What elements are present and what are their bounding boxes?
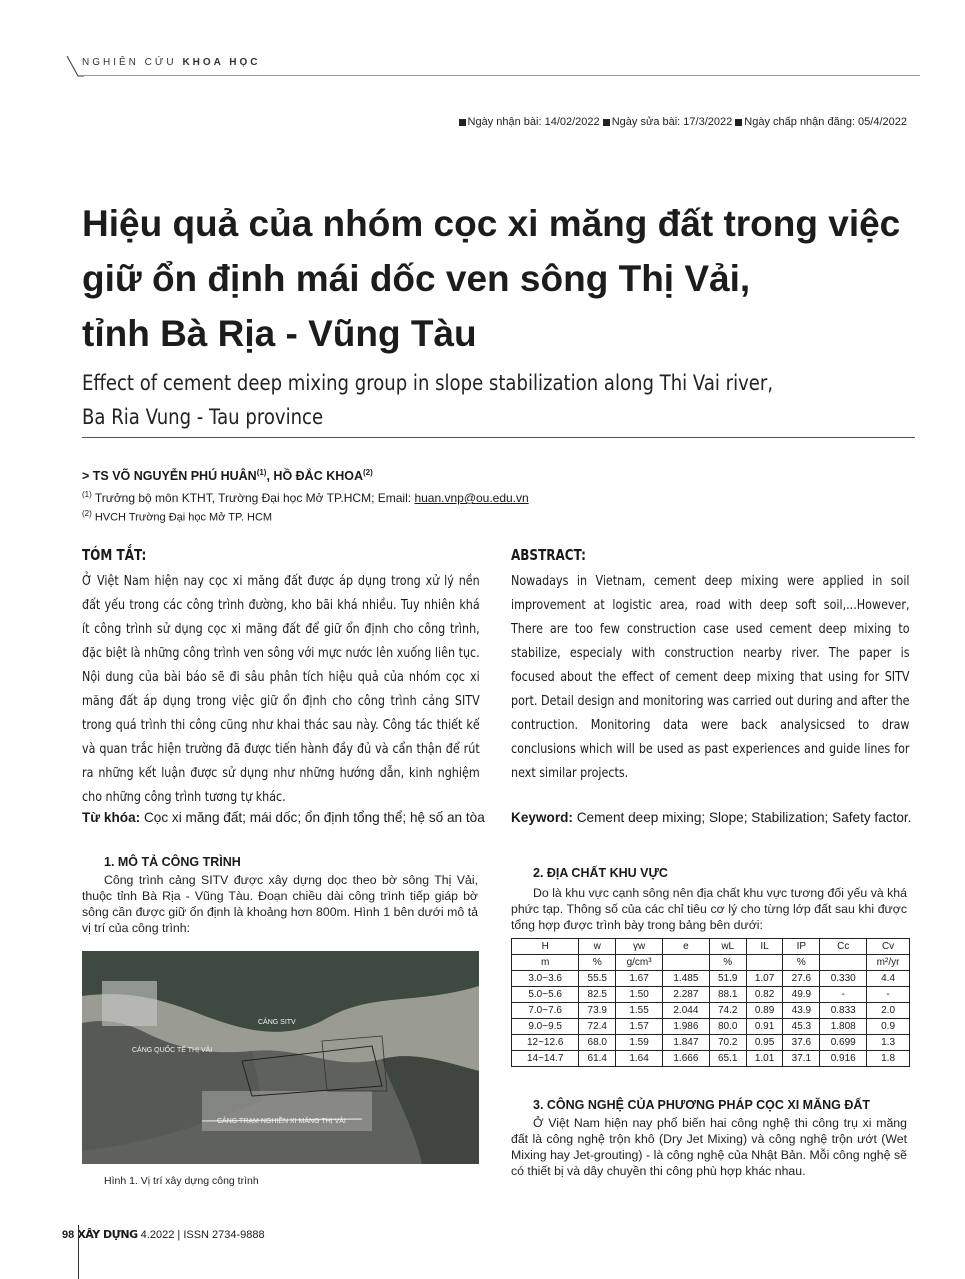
table-cell: 73.9 (579, 1003, 616, 1019)
affiliation-2 (82, 509, 272, 524)
abstract-vi-heading: TÓM TẮT: (82, 546, 147, 564)
table-cell: 2.287 (662, 987, 709, 1003)
table-row (512, 1019, 910, 1035)
map-label: CẢNG SITV (258, 1019, 296, 1026)
table-cell: 0.9 (867, 1019, 910, 1035)
table-cell: 1.55 (616, 1003, 663, 1019)
submission-dates (459, 116, 907, 128)
keywords-en-text: Cement deep mixing; Slope; Stabilization; Safety factor. (572, 810, 912, 825)
table-cell: % (579, 955, 616, 971)
keywords-vi-text: Cọc xi măng đất; mái dốc; ổn định tổng thể; hệ số an tòa (140, 810, 485, 825)
section-3-text: Ở Việt Nam hiện nay phổ biến hai công nghệ thi công trụ xi măng đất là công nghệ trộn khô (Dry Jet Mixing) và công nghệ trộn ướt (Wet Mixing hay Jet-grouting) - là công nghệ của Nhật Bản. Mỗi công nghệ sẽ có thiết bị và dây chuyền thi công phù hợp khác nhau. (511, 1116, 907, 1178)
table-cell: wL (709, 939, 746, 955)
table-cell: 68.0 (579, 1035, 616, 1051)
table-row (512, 1003, 910, 1019)
table-cell: 1.57 (616, 1019, 663, 1035)
table-cell: % (783, 955, 820, 971)
satellite-map-figure (82, 951, 479, 1164)
map-label: CẢNG TRẠM NGHIỀN XI MĂNG THỊ VẢI (217, 1118, 346, 1125)
date-received: Ngày nhận bài: 14/02/2022 (467, 116, 600, 128)
table-cell: g/cm³ (616, 955, 663, 971)
keywords-vi-label: Từ khóa: (82, 810, 141, 825)
table-cell: Cv (867, 939, 910, 955)
section-3-heading: 3. CÔNG NGHỆ CỦA PHƯƠNG PHÁP CỌC XI MĂNG ĐẤT (533, 1098, 871, 1112)
journal-issue: 4.2022 (140, 1229, 175, 1241)
header-slash-mark (64, 52, 84, 78)
soil-properties-table (511, 938, 910, 1067)
table-cell: 1.666 (662, 1051, 709, 1067)
table-cell (820, 955, 867, 971)
title-vi-line: Hiệu quả của nhóm cọc xi măng đất trong việc (82, 203, 901, 244)
footer-separator: | (177, 1229, 181, 1241)
table-row (512, 971, 910, 987)
table-cell: 2.044 (662, 1003, 709, 1019)
affil-2-sup: (2) (82, 509, 92, 518)
table-cell: 88.1 (709, 987, 746, 1003)
table-cell: 72.4 (579, 1019, 616, 1035)
author-2-sup: (2) (363, 468, 373, 477)
title-vietnamese (82, 196, 932, 361)
keywords-en-label: Keyword: (511, 810, 573, 825)
table-cell: 51.9 (709, 971, 746, 987)
table-row (512, 1035, 910, 1051)
section-2-heading: 2. ĐỊA CHẤT KHU VỰC (533, 866, 668, 880)
author-2: , HỒ ĐẮC KHOA (266, 469, 363, 484)
table-cell: 1.8 (867, 1051, 910, 1067)
title-english (82, 366, 804, 434)
table-cell: 1.59 (616, 1035, 663, 1051)
author-1-sup: (1) (256, 468, 267, 477)
table-cell: IP (783, 939, 820, 955)
table-cell: 1.808 (820, 1019, 867, 1035)
table-cell: 37.6 (783, 1035, 820, 1051)
table-cell: 1.67 (616, 971, 663, 987)
page-number: 98 (62, 1229, 75, 1241)
table-cell: 0.95 (746, 1035, 783, 1051)
title-vi-line: tỉnh Bà Rịa - Vũng Tàu (82, 313, 477, 354)
table-cell: - (820, 987, 867, 1003)
table-cell: 70.2 (709, 1035, 746, 1051)
table-cell: 1.64 (616, 1051, 663, 1067)
title-en-line: Ba Ria Vung - Tau province (82, 405, 324, 429)
table-cell: 9.0~9.5 (512, 1019, 579, 1035)
table-row (512, 987, 910, 1003)
section-1-text: Công trình cảng SITV được xây dựng dọc theo bờ sông Thị Vải, thuộc tỉnh Bà Rịa - Vũng Tàu. Đoạn chiều dài công trình tiếp giáp bờ sông cần được giữ ổn định là khoảng hơn 800m. Hình 1 bên dưới mô tả vị trí của công trình: (82, 873, 478, 935)
table-cell: Cc (820, 939, 867, 955)
satellite-map-image (82, 951, 479, 1164)
date-revised: Ngày sửa bài: 17/3/2022 (611, 116, 733, 128)
table-cell: 1.986 (662, 1019, 709, 1035)
table-cell: 12~12.6 (512, 1035, 579, 1051)
table-cell: m (512, 955, 579, 971)
table-cell: m²/yr (867, 955, 910, 971)
author-line (82, 468, 373, 483)
table-cell: 1.01 (746, 1051, 783, 1067)
table-cell: 0.699 (820, 1035, 867, 1051)
table-cell: 14~14.7 (512, 1051, 579, 1067)
table-cell: - (867, 987, 910, 1003)
table-cell (662, 955, 709, 971)
table-cell: 7.0~7.6 (512, 1003, 579, 1019)
table-cell: 55.5 (579, 971, 616, 987)
table-cell: e (662, 939, 709, 955)
journal-issn: ISSN 2734-9888 (183, 1229, 265, 1241)
table-cell: H (512, 939, 579, 955)
table-cell: 2.0 (867, 1003, 910, 1019)
table-cell: 5.0~5.6 (512, 987, 579, 1003)
table-units-row (512, 955, 910, 971)
table-cell (746, 955, 783, 971)
section-2-text: Do là khu vực cạnh sông nên địa chất khu vực tương đối yếu và khá phức tạp. Thông số của các chỉ tiêu cơ lý cho từng lớp đất sau khi được tổng hợp được trình bày trong bảng bên dưới: (511, 886, 907, 932)
table-cell: γw (616, 939, 663, 955)
table-cell: 82.5 (579, 987, 616, 1003)
bullet-square-icon (603, 119, 610, 126)
table-cell: 0.91 (746, 1019, 783, 1035)
title-en-line: Effect of cement deep mixing group in slope stabilization along Thi Vai river, (82, 371, 774, 395)
table-cell: 43.9 (783, 1003, 820, 1019)
table-cell: 3.0~3.6 (512, 971, 579, 987)
table-cell: IL (746, 939, 783, 955)
table-cell: 49.9 (783, 987, 820, 1003)
affiliation-1 (82, 490, 529, 505)
section-tag (82, 57, 261, 68)
section-tag-bold: KHOA HỌC (182, 57, 261, 68)
table-cell: 74.2 (709, 1003, 746, 1019)
author-email-link[interactable]: huan.vnp@ou.edu.vn (414, 491, 529, 505)
table-cell: 1.50 (616, 987, 663, 1003)
bullet-square-icon (459, 119, 466, 126)
abstract-en-heading: ABSTRACT: (511, 546, 586, 564)
table-cell: w (579, 939, 616, 955)
map-label: CẢNG QUỐC TẾ THỊ VẢI (132, 1047, 213, 1054)
table-cell: 0.330 (820, 971, 867, 987)
table-cell: 45.3 (783, 1019, 820, 1035)
title-vi-line: giữ ổn định mái dốc ven sông Thị Vải, (82, 258, 751, 299)
journal-brand: XÂY DỰNG (77, 1228, 138, 1241)
table-cell: 0.916 (820, 1051, 867, 1067)
affil-1-text: Trưởng bộ môn KTHT, Trường Đại học Mở TP.HCM; Email: (91, 491, 415, 505)
abstract-vi-text: Ở Việt Nam hiện nay cọc xi măng đất được áp dụng trong xử lý nền đất yếu trong các công trình đường, kho bãi khá nhiều. Tuy nhiên khá ít công trình sử dụng cọc xi măng đất để giữ ổn định cho công trình, đặc biệt là những công trình ven sông với mực nước lên xuống liên tục. Nội dung của bài báo sẽ đi sâu phân tích hiệu quả của nhóm cọc xi măng đất áp dụng trong việc giữ ổn định cho công trình cảng SITV trong quá trình thi công cũng như khai thác sau này. Công tác thiết kế và quan trắc hiện trường đã được tiến hành đầy đủ và cẩn thận để rút ra những kết luận được sử dụng như những hướng dẫn, kinh nghiệm cho những công trình tương tự khác. (82, 573, 480, 805)
affil-1-sup: (1) (82, 490, 92, 499)
figure-caption: Hình 1. Vị trí xây dựng công trình (104, 1175, 259, 1187)
table-cell: 1.485 (662, 971, 709, 987)
table-cell: 1.847 (662, 1035, 709, 1051)
author-1: > TS VÕ NGUYỄN PHÚ HUÂN (82, 469, 257, 484)
table-cell: 1.07 (746, 971, 783, 987)
table-cell: 1.3 (867, 1035, 910, 1051)
table-row (512, 1051, 910, 1067)
header-rule (82, 75, 920, 76)
title-rule (82, 437, 915, 438)
table-cell: 0.89 (746, 1003, 783, 1019)
table-cell: 4.4 (867, 971, 910, 987)
table-cell: % (709, 955, 746, 971)
keywords-en (511, 810, 911, 825)
table-cell: 0.833 (820, 1003, 867, 1019)
table-cell: 37.1 (783, 1051, 820, 1067)
abstract-en-text: Nowadays in Vietnam, cement deep mixing were applied in soil improvement at logistic area, road with deep soft soil,...However, There are too few construction case used cement deep mixing to stabilize, especialy with construction nearby river. The paper is focused about the effect of cement deep mixing that using for SITV port. Detail design and monitoring was carried out during and after the contruction. Monitoring data were back analysicsed to draw conclusions which will be used as past experiences and guide lines for next similar projects. (511, 573, 910, 781)
table-cell: 65.1 (709, 1051, 746, 1067)
table-cell: 80.0 (709, 1019, 746, 1035)
table-cell: 27.6 (783, 971, 820, 987)
page-footer (62, 1228, 265, 1241)
section-1-heading: 1. MÔ TẢ CÔNG TRÌNH (104, 855, 241, 869)
date-accepted: Ngày chấp nhận đăng: 05/4/2022 (744, 116, 907, 128)
bullet-square-icon (735, 119, 742, 126)
keywords-vi (82, 810, 485, 825)
table-cell: 0.82 (746, 987, 783, 1003)
section-tag-light: NGHIÊN CỨU (82, 57, 177, 68)
affil-2-text: HVCH Trường Đại học Mở TP. HCM (91, 511, 273, 524)
table-header-row (512, 939, 910, 955)
table-cell: 61.4 (579, 1051, 616, 1067)
